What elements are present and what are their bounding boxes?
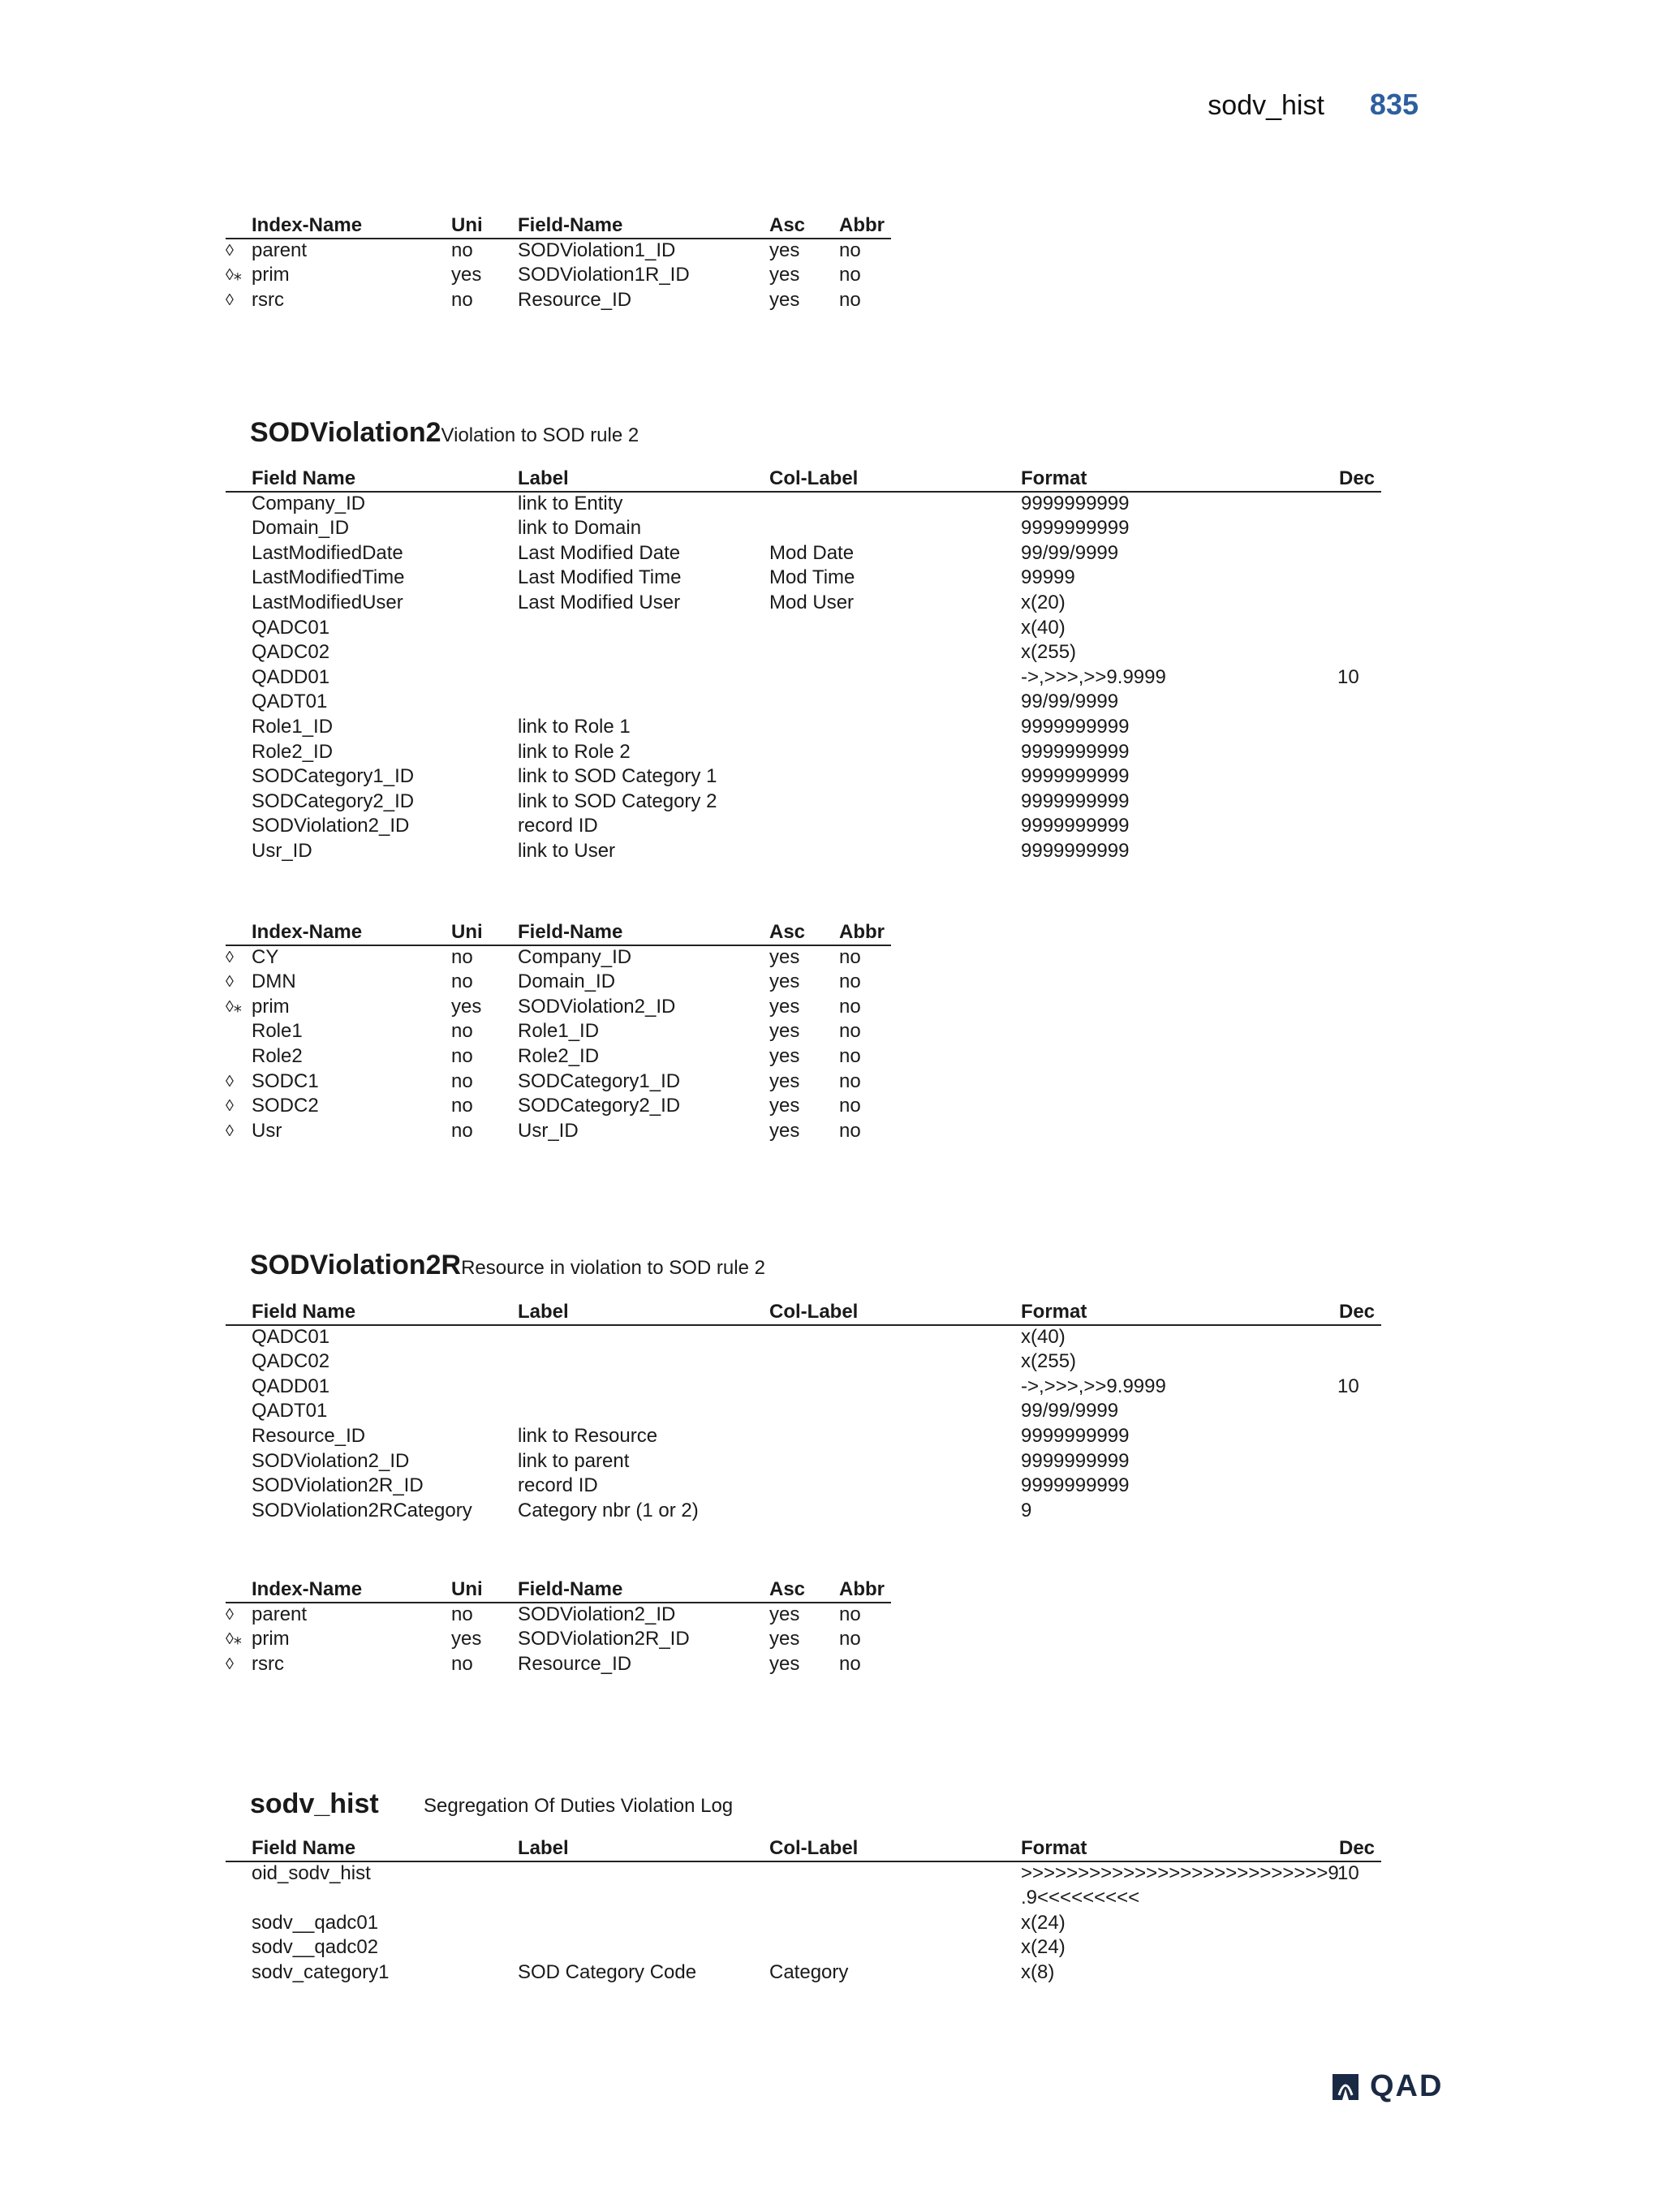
index-name: Role1 (252, 1020, 303, 1043)
field-format: 99/99/9999 (1021, 691, 1119, 713)
index-marker: ◊ (226, 241, 234, 260)
field-name: QADD01 (252, 1375, 330, 1397)
index-marker: ◊⁎ (226, 1630, 242, 1649)
index-table-header (226, 920, 891, 945)
field-format: x(20) (1021, 591, 1066, 613)
index-row (226, 1627, 891, 1652)
index-abbreviated: no (839, 1069, 861, 1092)
index-table (226, 213, 891, 312)
field-label: link to Role 1 (518, 715, 631, 738)
index-unique: yes (451, 264, 482, 286)
index-row (226, 1019, 891, 1044)
field-name: SODViolation2_ID (252, 815, 410, 837)
field-name: Company_ID (252, 492, 366, 514)
table-description: Resource in violation to SOD rule 2 (461, 1257, 765, 1279)
index-unique: no (451, 1603, 473, 1625)
index-abbreviated: no (839, 1119, 861, 1142)
col-header-field-name: Field-Name (518, 214, 623, 236)
field-name: QADD01 (252, 665, 330, 688)
field-label: Last Modified Date (518, 541, 681, 564)
field-col-label: Mod User (769, 591, 855, 613)
field-format: x(24) (1021, 1911, 1066, 1934)
field-format: x(255) (1021, 1350, 1077, 1373)
index-row (226, 1069, 891, 1095)
sodviolation2r-index-block (0, 1577, 1662, 1676)
table-description: Violation to SOD rule 2 (441, 424, 639, 446)
field-format: 9999999999 (1021, 517, 1130, 540)
index-unique: no (451, 1652, 473, 1675)
field-row (226, 1424, 1381, 1449)
index-row (226, 239, 891, 264)
index-unique: no (451, 1020, 473, 1043)
col-header-asc: Asc (769, 921, 806, 943)
field-name: SODViolation2_ID (252, 1449, 410, 1472)
field-name: SODViolation2R_ID (252, 1474, 424, 1497)
index-table-header (226, 213, 891, 239)
field-name: LastModifiedTime (252, 566, 405, 589)
index-marker: ◊ (226, 948, 234, 966)
field-name: SODViolation2RCategory (252, 1499, 472, 1521)
field-name: QADC01 (252, 1325, 330, 1348)
index-field-name: SODCategory2_ID (518, 1095, 681, 1117)
index-ascending: yes (769, 945, 800, 968)
index-table (226, 1577, 891, 1676)
index-ascending: yes (769, 1069, 800, 1092)
index-unique: no (451, 1095, 473, 1117)
page-number: 835 (1369, 88, 1419, 121)
index-name: rsrc (252, 1652, 284, 1675)
field-table (226, 1836, 1381, 1986)
field-format: 9999999999 (1021, 765, 1130, 788)
index-name: parent (252, 239, 308, 261)
index-row (226, 1044, 891, 1069)
field-format: 9999999999 (1021, 492, 1130, 514)
index-marker: ◊ (226, 1655, 234, 1673)
field-format: >>>>>>>>>>>>>>>>>>>>>>>>>>>9 (1021, 1861, 1339, 1884)
index-row (226, 970, 891, 995)
index-ascending: yes (769, 1652, 800, 1675)
field-row (226, 566, 1381, 591)
index-row (226, 995, 891, 1020)
field-label: link to Entity (518, 492, 623, 514)
field-name: SODCategory1_ID (252, 765, 415, 788)
field-name: LastModifiedUser (252, 591, 403, 613)
col-header-field-name: Field-Name (518, 1578, 623, 1600)
field-row (226, 492, 1381, 517)
field-label: Last Modified Time (518, 566, 682, 589)
field-row-continuation (226, 1886, 1381, 1911)
col-header-label: Label (518, 1837, 569, 1859)
index-field-name: SODViolation2_ID (518, 1603, 676, 1625)
col-header-asc: Asc (769, 1578, 806, 1600)
col-header-dec: Dec (1339, 1837, 1376, 1859)
index-unique: no (451, 1044, 473, 1067)
col-header-dec: Dec (1339, 1301, 1376, 1323)
index-row (226, 945, 891, 970)
index-unique: no (451, 1119, 473, 1142)
index-name: prim (252, 264, 290, 286)
field-format: 99/99/9999 (1021, 541, 1119, 564)
field-table (226, 467, 1381, 864)
field-row (226, 1911, 1381, 1936)
index-name: prim (252, 995, 290, 1018)
field-row (226, 839, 1381, 864)
index-marker: ◊ (226, 1605, 234, 1624)
field-format: 9999999999 (1021, 1449, 1130, 1472)
field-format-continuation: .9<<<<<<<<< (1021, 1887, 1140, 1909)
index-marker: ◊⁎ (226, 266, 242, 285)
index-abbreviated: no (839, 1020, 861, 1043)
index-name: rsrc (252, 288, 284, 311)
field-row (226, 1399, 1381, 1424)
field-label: link to Role 2 (518, 740, 631, 763)
col-header-format: Format (1021, 467, 1087, 489)
field-format: 9999999999 (1021, 790, 1130, 812)
field-table-header (226, 1300, 1381, 1325)
field-row (226, 814, 1381, 839)
field-format: 9999999999 (1021, 740, 1130, 763)
table-description: Segregation Of Duties Violation Log (424, 1795, 734, 1817)
index-abbreviated: no (839, 264, 861, 286)
field-decimals: 10 (1337, 665, 1359, 688)
index-name: prim (252, 1628, 290, 1650)
field-row (226, 1499, 1381, 1524)
col-header-asc: Asc (769, 214, 806, 236)
field-label: record ID (518, 815, 598, 837)
index-ascending: yes (769, 239, 800, 261)
index-ascending: yes (769, 1628, 800, 1650)
index-unique: no (451, 970, 473, 993)
index-abbreviated: no (839, 995, 861, 1018)
col-header-field-name: Field Name (252, 1837, 356, 1859)
field-table (226, 1300, 1381, 1523)
field-format: 9999999999 (1021, 1424, 1130, 1447)
field-row (226, 1325, 1381, 1350)
table-name: sodv_hist (250, 1788, 379, 1819)
field-name: SODCategory2_ID (252, 790, 415, 812)
field-label: SOD Category Code (518, 1960, 697, 1983)
index-marker: ◊ (226, 1097, 234, 1116)
field-name: QADC02 (252, 1350, 330, 1373)
table-heading-sodviolation2r (250, 1250, 765, 1281)
index-unique: yes (451, 1628, 482, 1650)
field-name: LastModifiedDate (252, 541, 403, 564)
table-heading-sodviolation2 (250, 417, 639, 449)
field-row (226, 1935, 1381, 1960)
field-table-header (226, 1836, 1381, 1861)
field-row (226, 616, 1381, 641)
index-field-name: Resource_ID (518, 1652, 632, 1675)
field-name: QADC01 (252, 616, 330, 639)
index-abbreviated: no (839, 1628, 861, 1650)
index-abbreviated: no (839, 1044, 861, 1067)
field-format: x(40) (1021, 616, 1066, 639)
field-table-header (226, 467, 1381, 492)
index-abbreviated: no (839, 1095, 861, 1117)
col-header-label: Label (518, 1301, 569, 1323)
field-format: ->,>>>,>>9.9999 (1021, 665, 1166, 688)
field-label: link to SOD Category 2 (518, 790, 717, 812)
index-table (226, 920, 891, 1143)
field-label: record ID (518, 1474, 598, 1497)
index-unique: no (451, 945, 473, 968)
index-abbreviated: no (839, 239, 861, 261)
field-name: Role1_ID (252, 715, 334, 738)
field-format: x(255) (1021, 641, 1077, 664)
col-header-index-name: Index-Name (252, 214, 363, 236)
index-field-name: Usr_ID (518, 1119, 579, 1142)
index-abbreviated: no (839, 1603, 861, 1625)
index-name: SODC1 (252, 1069, 319, 1092)
field-format: x(40) (1021, 1325, 1066, 1348)
field-format: 99/99/9999 (1021, 1400, 1119, 1422)
index-abbreviated: no (839, 945, 861, 968)
index-field-name: SODViolation2_ID (518, 995, 676, 1018)
index-ascending: yes (769, 995, 800, 1018)
index-name: DMN (252, 970, 296, 993)
col-header-field-name: Field Name (252, 467, 356, 489)
field-format: ->,>>>,>>9.9999 (1021, 1375, 1166, 1397)
field-format: x(24) (1021, 1936, 1066, 1959)
field-name: oid_sodv_hist (252, 1861, 371, 1884)
index-unique: yes (451, 995, 482, 1018)
index-field-name: Resource_ID (518, 288, 632, 311)
field-row (226, 1861, 1381, 1887)
col-header-index-name: Index-Name (252, 921, 363, 943)
field-name: QADC02 (252, 641, 330, 664)
field-label: Category nbr (1 or 2) (518, 1499, 699, 1521)
col-header-abbr: Abbr (839, 214, 885, 236)
col-header-uni: Uni (451, 214, 483, 236)
index-field-name: Domain_ID (518, 970, 616, 993)
index-ascending: yes (769, 1020, 800, 1043)
field-decimals: 10 (1337, 1375, 1359, 1397)
field-format: 9999999999 (1021, 1474, 1130, 1497)
index-unique: no (451, 1069, 473, 1092)
field-label: link to Domain (518, 517, 642, 540)
col-header-col-label: Col-Label (769, 467, 859, 489)
index-field-name: SODViolation1R_ID (518, 264, 690, 286)
index-field-name: SODViolation1_ID (518, 239, 676, 261)
index-field-name: Role1_ID (518, 1020, 600, 1043)
index-row (226, 1603, 891, 1628)
col-header-uni: Uni (451, 1578, 483, 1600)
qad-logo (1328, 2069, 1443, 2104)
field-name: QADT01 (252, 1400, 328, 1422)
sodviolation2-field-block (0, 467, 1662, 864)
field-name: Role2_ID (252, 740, 334, 763)
col-header-field-name: Field-Name (518, 921, 623, 943)
index-name: Usr (252, 1119, 282, 1142)
field-row (226, 591, 1381, 616)
field-row (226, 1449, 1381, 1474)
field-decimals: 10 (1337, 1861, 1359, 1884)
field-row (226, 690, 1381, 715)
field-name: Usr_ID (252, 839, 312, 862)
index-ascending: yes (769, 288, 800, 311)
field-format: 9999999999 (1021, 839, 1130, 862)
sodv-hist-field-block (0, 1836, 1662, 1986)
field-format: 9999999999 (1021, 815, 1130, 837)
field-format: 9999999999 (1021, 715, 1130, 738)
field-row (226, 715, 1381, 740)
field-row (226, 1375, 1381, 1400)
field-row (226, 790, 1381, 815)
index-marker: ◊ (226, 1072, 234, 1091)
sodviolation2-index-block (0, 920, 1662, 1143)
field-name: sodv_category1 (252, 1960, 390, 1983)
index-row (226, 1652, 891, 1677)
col-header-format: Format (1021, 1837, 1087, 1859)
field-format: 99999 (1021, 566, 1075, 589)
field-row (226, 1960, 1381, 1986)
field-col-label: Category (769, 1960, 849, 1983)
index-row (226, 1119, 891, 1144)
index-marker: ◊ (226, 290, 234, 309)
index-name: SODC2 (252, 1095, 319, 1117)
index-abbreviated: no (839, 288, 861, 311)
sodviolation1r-index-block (0, 213, 1662, 312)
index-marker: ◊ (226, 973, 234, 992)
field-row (226, 541, 1381, 566)
field-label: link to User (518, 839, 616, 862)
index-marker: ◊⁎ (226, 997, 242, 1016)
table-heading-sodv-hist (250, 1788, 734, 1820)
field-row (226, 740, 1381, 765)
index-row (226, 263, 891, 288)
index-unique: no (451, 288, 473, 311)
index-field-name: SODCategory1_ID (518, 1069, 681, 1092)
field-name: sodv__qadc01 (252, 1911, 379, 1934)
index-row (226, 288, 891, 313)
page-title: sodv_hist (1208, 90, 1324, 121)
col-header-uni: Uni (451, 921, 483, 943)
col-header-dec: Dec (1339, 467, 1376, 489)
col-header-label: Label (518, 467, 569, 489)
col-header-col-label: Col-Label (769, 1301, 859, 1323)
index-field-name: Role2_ID (518, 1044, 600, 1067)
field-format: 9 (1021, 1499, 1032, 1521)
col-header-abbr: Abbr (839, 1578, 885, 1600)
page-header (1208, 88, 1419, 122)
field-label: link to SOD Category 1 (518, 765, 717, 788)
field-label: Last Modified User (518, 591, 681, 613)
sodviolation2r-field-block (0, 1300, 1662, 1523)
field-name: sodv__qadc02 (252, 1936, 379, 1959)
col-header-format: Format (1021, 1301, 1087, 1323)
index-unique: no (451, 239, 473, 261)
logo-text: QAD (1370, 2069, 1444, 2103)
field-name: Resource_ID (252, 1424, 366, 1447)
index-table-header (226, 1577, 891, 1603)
field-row (226, 764, 1381, 790)
field-name: Domain_ID (252, 517, 350, 540)
field-row (226, 665, 1381, 691)
field-format: x(8) (1021, 1960, 1055, 1983)
index-name: parent (252, 1603, 308, 1625)
index-abbreviated: no (839, 1652, 861, 1675)
index-name: Role2 (252, 1044, 303, 1067)
qad-logo-icon (1328, 2071, 1363, 2103)
index-marker: ◊ (226, 1121, 234, 1140)
col-header-field-name: Field Name (252, 1301, 356, 1323)
index-field-name: SODViolation2R_ID (518, 1628, 690, 1650)
index-name: CY (252, 945, 279, 968)
index-ascending: yes (769, 1603, 800, 1625)
table-name: SODViolation2 (250, 417, 441, 448)
field-row (226, 516, 1381, 541)
index-ascending: yes (769, 1095, 800, 1117)
index-ascending: yes (769, 970, 800, 993)
field-row (226, 1474, 1381, 1499)
field-row (226, 640, 1381, 665)
index-ascending: yes (769, 1044, 800, 1067)
field-name: QADT01 (252, 691, 328, 713)
index-field-name: Company_ID (518, 945, 632, 968)
field-col-label: Mod Time (769, 566, 855, 589)
table-name: SODViolation2R (250, 1250, 462, 1280)
index-ascending: yes (769, 264, 800, 286)
index-row (226, 1094, 891, 1119)
col-header-col-label: Col-Label (769, 1837, 859, 1859)
field-label: link to parent (518, 1449, 630, 1472)
col-header-index-name: Index-Name (252, 1578, 363, 1600)
col-header-abbr: Abbr (839, 921, 885, 943)
index-abbreviated: no (839, 970, 861, 993)
field-label: link to Resource (518, 1424, 658, 1447)
field-col-label: Mod Date (769, 541, 855, 564)
index-ascending: yes (769, 1119, 800, 1142)
field-row (226, 1349, 1381, 1375)
